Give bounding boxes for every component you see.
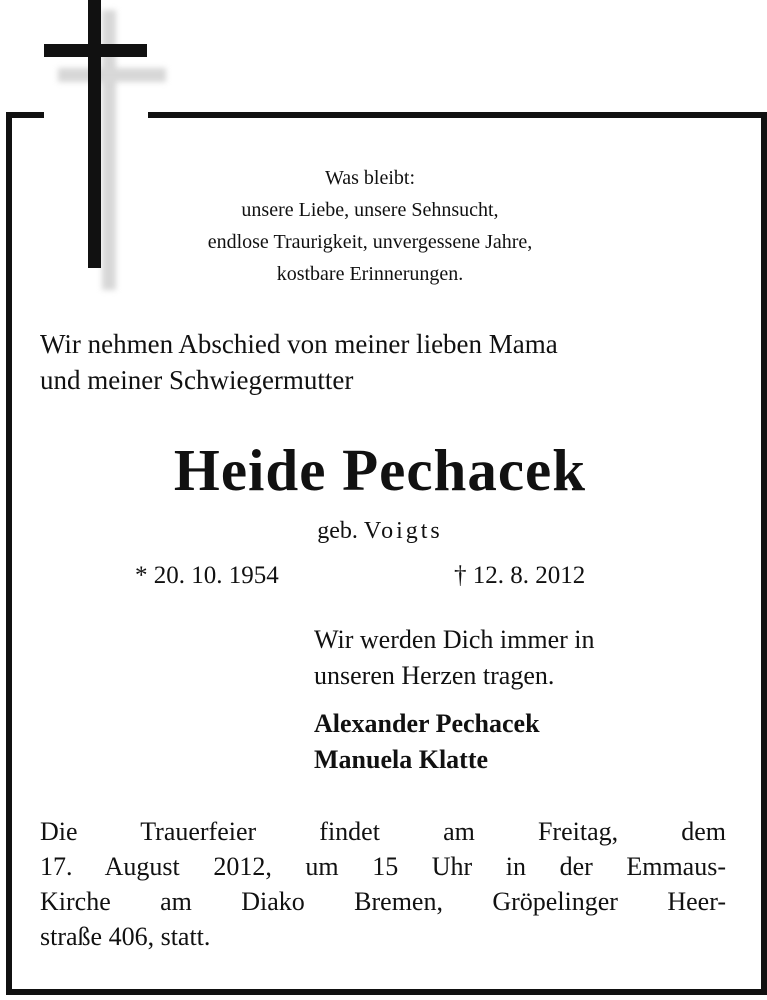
birth-date: * 20. 10. 1954	[135, 562, 279, 589]
poem-line: kostbare Erinnerungen.	[276, 263, 464, 285]
poem-line: endlose Traurigkeit, unvergessene Jahre,	[207, 231, 533, 253]
mourner-name: Manuela Klatte	[314, 745, 489, 774]
birth-name	[40, 516, 720, 546]
memorial-quote	[314, 622, 734, 694]
funeral-service-notice	[40, 814, 726, 954]
death-date: † 12. 8. 2012	[454, 562, 586, 589]
mourners-list	[314, 706, 734, 778]
poem	[170, 162, 570, 290]
quote-line: unseren Herzen tragen.	[314, 661, 555, 690]
cross-shadow-horizontal	[58, 68, 166, 82]
service-line: Die Trauerfeier findet am Freitag, dem	[40, 817, 726, 846]
farewell-line: und meiner Schwiegermutter	[40, 365, 354, 395]
quote-line: Wir werden Dich immer in	[314, 625, 595, 654]
farewell-text	[40, 326, 730, 398]
poem-line: Was bleibt:	[324, 167, 416, 189]
birth-surname: Voigts	[363, 518, 443, 544]
service-line: 17. August 2012, um 15 Uhr in der Emmaus-	[40, 852, 726, 881]
service-line: straße 406, statt.	[40, 922, 211, 951]
birth-name-prefix: geb.	[317, 518, 358, 544]
cross-vertical-bar	[88, 0, 101, 268]
farewell-line: Wir nehmen Abschied von meiner lieben Mama	[40, 329, 558, 359]
deceased-name: Heide Pechacek	[173, 437, 587, 503]
poem-line: unsere Liebe, unsere Sehnsucht,	[241, 199, 499, 221]
mourner-name: Alexander Pechacek	[314, 709, 540, 738]
service-line: Kirche am Diako Bremen, Gröpelinger Heer-	[40, 887, 726, 916]
cross-horizontal-bar	[44, 44, 147, 57]
